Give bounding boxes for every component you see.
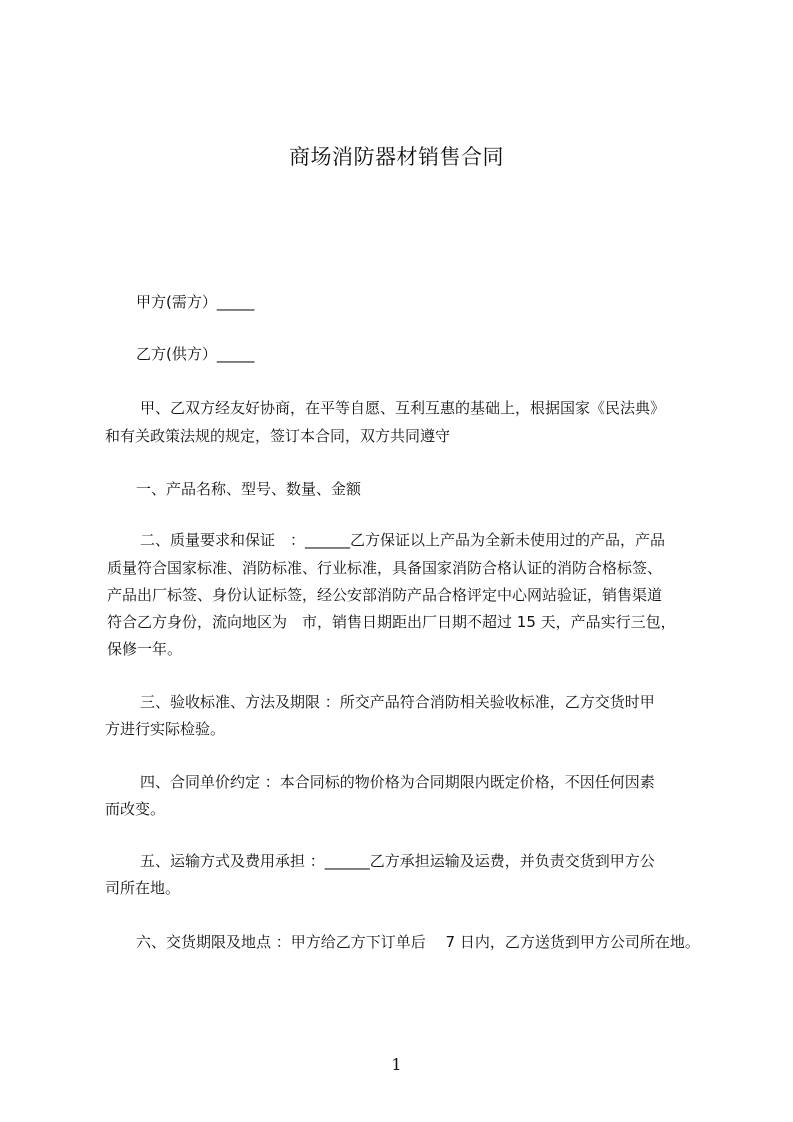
page-number: 1 [391,1055,402,1074]
section-6-line: 六、交货期限及地点 ：甲方给乙方下订单后 7 日内，乙方送货到甲方公司所在地。 [136,933,700,951]
section-3-line: 方进行实际检验。 [105,720,226,738]
party-b-line: 乙方(供方）_____ [136,345,255,363]
section-2-line: 保修一年。 [107,640,183,658]
section-2-line: 二、质量要求和保证 ：______乙方保证以上产品为全新未使用过的产品，产品 [140,531,666,549]
intro-line: 甲、乙双方经友好协商，在平等自愿、互利互惠的基础上，根据国家《民法典》 [140,399,666,417]
section-2-line: 质量符合国家标准、消防标准、行业标准，具备国家消防合格认证的消防合格标签、 [107,559,663,577]
section-4-line: 而改变。 [105,800,166,818]
contract-title: 商场消防器材销售合同 [289,145,504,169]
section-3-line: 三、验收标准、方法及期限 ：所交产品符合消防相关验收标准，乙方交货时甲 [140,693,655,711]
intro-line: 和有关政策法规的规定，签订本合同，双方共同遵守 [105,427,451,445]
section-2-line: 符合乙方身份，流向地区为 市，销售日期距出厂日期不超过 15 天，产品实行三包， [107,613,676,631]
section-5-line: 五、运输方式及费用承担 ：______乙方承担运输及运费，并负责交货到甲方公 [140,852,655,870]
section-1-heading: 一、产品名称、型号、数量、金额 [136,480,362,498]
section-5-line: 司所在地。 [105,879,181,897]
section-4-line: 四、合同单价约定 ：本合同标的物价格为合同期限内既定价格，不因任何因素 [140,773,655,791]
section-2-line: 产品出厂标签、身份认证标签，经公安部消防产品合格评定中心网站验证，销售渠道 [107,586,663,604]
party-a-line: 甲方(需方）_____ [136,293,255,311]
